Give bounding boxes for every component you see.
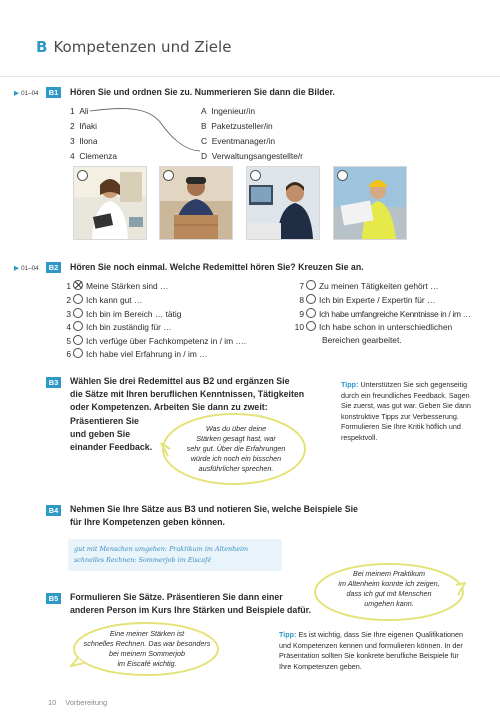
audio-track-b2[interactable]: ▶ 01–04 — [14, 264, 39, 272]
page-footer — [48, 698, 116, 707]
exercise-tag-b1: B1 — [46, 87, 61, 98]
speech-bubble-b4: Bei meinem Praktikum im Altenheim konnte ich zeigen, dass ich gut mit Menschen umgehen kann. — [338, 569, 440, 608]
section-title: Kompetenzen und Ziele — [53, 38, 232, 56]
list-item: 3 Ilona — [70, 136, 98, 146]
photo-number-radio[interactable] — [77, 170, 88, 181]
checkbox-icon[interactable] — [73, 348, 83, 358]
photo-number-radio[interactable] — [337, 170, 348, 181]
exercise-tag-b2: B2 — [46, 262, 61, 273]
instruction-b5: Formulieren Sie Sätze. Präsentieren Sie dann einer anderen Person im Kurs Ihre Stärken und Beispiele dafür. — [70, 592, 312, 616]
checkbox-checked-icon[interactable] — [73, 280, 83, 290]
tip-box-b3: Tipp: Unterstützen Sie sich gegenseitig durch ein freundliches Feedback. Sagen Sie zuerst, was gut war. Geben Sie dann konstruktive Tipps zur Verbesserung. Formulieren Sie Ihre Kritik höflich und respektvoll. — [341, 380, 471, 442]
jobs-list — [201, 104, 303, 164]
checkbox-icon[interactable] — [306, 321, 316, 331]
list-item: A Ingenieur/in — [201, 106, 256, 116]
checkbox-icon[interactable] — [306, 294, 316, 304]
option-row[interactable]: 9 Ich habe umfangreiche Kenntnisse in / im … — [299, 308, 471, 319]
checkbox-icon[interactable] — [306, 280, 316, 290]
audio-track-b1[interactable]: ▶ 01–04 — [14, 89, 39, 97]
office-worker-photo — [246, 166, 320, 240]
play-icon: ▶ — [14, 90, 20, 97]
option-row[interactable]: 8 Ich bin Experte / Expertin für … — [299, 295, 436, 305]
exercise-tag-b4: B4 — [46, 505, 61, 516]
instruction-b1: Hören Sie und ordnen Sie zu. Nummerieren Sie dann die Bilder. — [70, 87, 335, 97]
option-row[interactable]: 7 Zu meinen Tätigkeiten gehört … — [299, 281, 439, 291]
checkbox-icon[interactable] — [73, 321, 83, 331]
instruction-b4: Nehmen Sie Ihre Sätze aus B3 und notieren Sie, welche Beispiele Sie für Ihre Kompetenzen geben können. — [70, 504, 358, 528]
play-icon: ▶ — [14, 265, 20, 272]
section-heading — [36, 38, 231, 56]
handwritten-note: gut mit Menschen umgehen: Praktikum im Altenheim schnelles Rechnen: Sommerjob im Eiscafé — [68, 539, 282, 571]
exercise-tag-b3: B3 — [46, 377, 61, 388]
list-item: 2 Iñaki — [70, 121, 98, 131]
page-number: 10 — [48, 698, 57, 707]
photo-number-radio[interactable] — [250, 170, 261, 181]
list-item: 4 Clemenza — [70, 151, 118, 161]
list-item: B Paketzusteller/in — [201, 121, 273, 131]
checkbox-icon[interactable] — [73, 294, 83, 304]
photo-number-radio[interactable] — [163, 170, 174, 181]
checkbox-icon[interactable] — [73, 335, 83, 345]
checkbox-icon[interactable] — [306, 308, 316, 318]
option-row[interactable]: 6 Ich habe viel Erfahrung in / im … — [66, 349, 208, 359]
option-row[interactable]: 3 Ich bin im Bereich … tätig — [66, 308, 182, 319]
list-item: D Verwaltungsangestellte/r — [201, 151, 303, 161]
engineer-with-helmet-photo — [333, 166, 407, 240]
tip-box-b5: Tipp: Es ist wichtig, dass Sie Ihre eigenen Qualifikationen und Kompetenzen kennen und formulieren können. In der Präsentation sollten Sie konkrete berufliche Beispiele für Ihre Kompetenzen geben. — [279, 630, 464, 671]
woman-with-tablet-photo — [73, 166, 147, 240]
list-item: C Eventmanager/in — [201, 136, 276, 146]
instruction-b2: Hören Sie noch einmal. Welche Redemittel hören Sie? Kreuzen Sie an. — [70, 262, 364, 272]
list-item: 1 Ali — [70, 106, 89, 116]
checkbox-icon[interactable] — [73, 308, 83, 318]
option-row[interactable]: 4 Ich bin zuständig für … — [66, 322, 172, 332]
option-continuation: Bereichen gearbeitet. — [322, 334, 402, 345]
option-row[interactable]: 1 Meine Stärken sind … — [66, 281, 169, 291]
footer-label: Vorbereitung — [65, 698, 108, 707]
speech-bubble-b3: Was du über deine Stärken gesagt hast, war sehr gut. Über die Erfahrungen würde ich noch ein bisschen ausführlicher sprechen. — [186, 424, 286, 473]
section-letter: B — [36, 38, 48, 56]
option-row[interactable]: 10 Ich habe schon in unterschiedlichen — [294, 322, 453, 332]
instruction-b3: Wählen Sie drei Redemittel aus B2 und ergänzen Sie die Sätze mit Ihren beruflichen Kenntnissen, Tätigkeiten oder Kompetenzen. Arbeiten Sie dann zu zweit: Präsentieren Sie und geben Sie einander Feedback. — [70, 376, 305, 453]
delivery-man-photo — [159, 166, 233, 240]
option-row[interactable]: 5 Ich verfüge über Fachkompetenz in / im …. — [66, 335, 247, 346]
exercise-tag-b5: B5 — [46, 593, 61, 604]
option-row[interactable]: 2 Ich kann gut … — [66, 295, 143, 305]
connector-line — [88, 104, 203, 156]
section-divider — [0, 76, 500, 77]
speech-bubble-b5: Eine meiner Stärken ist schnelles Rechnen. Das war besonders bei meinem Sommerjob im Eiscafé wichtig. — [83, 629, 211, 668]
